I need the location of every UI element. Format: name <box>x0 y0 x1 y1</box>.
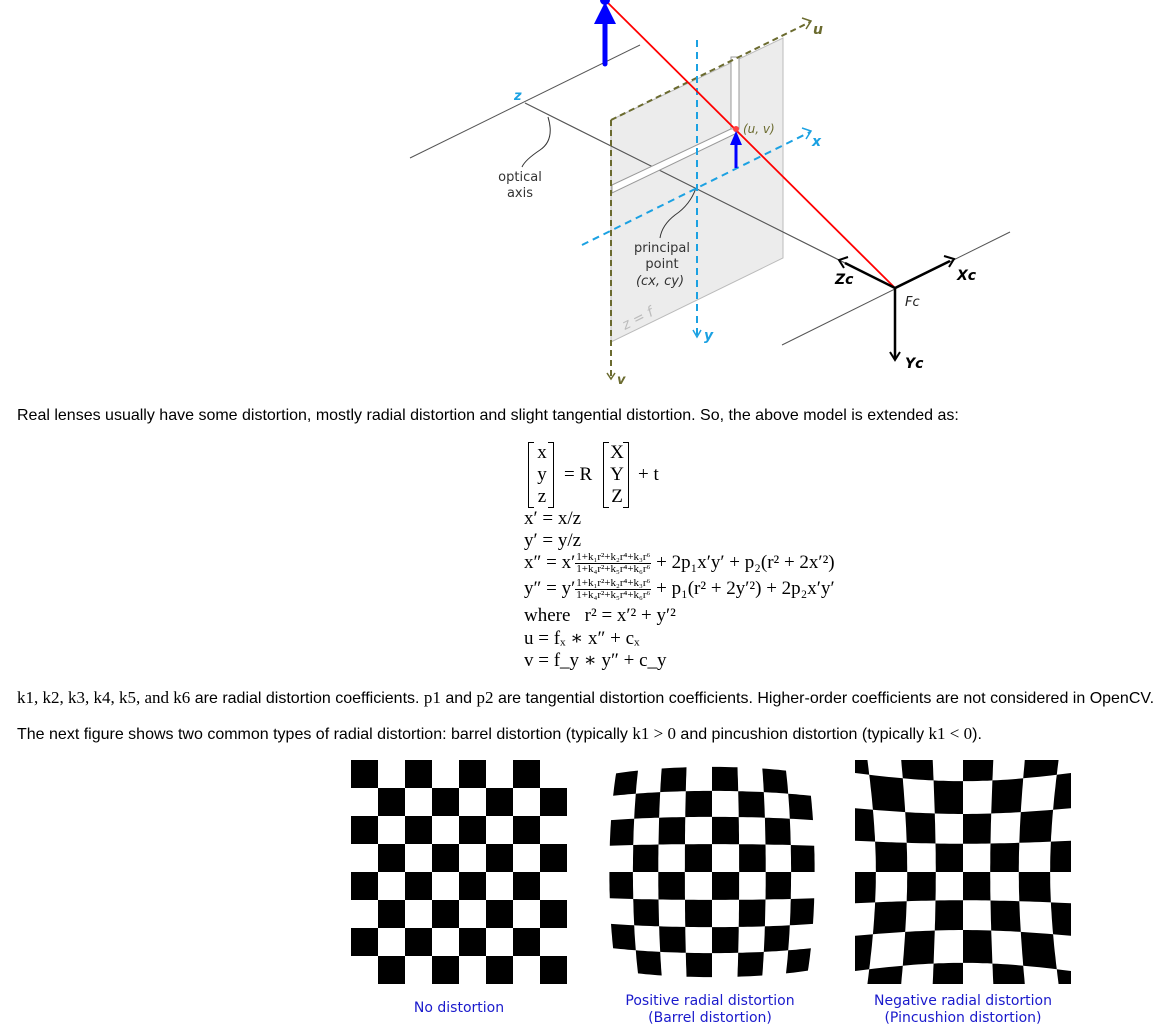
checkerboard-barrel <box>603 760 821 984</box>
label-Fc: Fc <box>905 295 920 310</box>
checker-square <box>540 956 567 984</box>
label-Xc: Xc <box>957 268 977 284</box>
label-point: point <box>645 257 679 272</box>
barrel-checker-square <box>762 769 788 794</box>
barrel-checker-square <box>611 924 636 950</box>
camera-xc-axis <box>895 261 950 288</box>
pincushion-checker-square <box>991 901 1021 932</box>
pincushion-checker-square <box>864 966 903 984</box>
barrel-checker-square <box>764 925 790 952</box>
barrel-checker-square <box>738 791 765 818</box>
barrel-checker-square <box>636 950 662 975</box>
checker-square <box>378 788 405 816</box>
pincushion-checker-square <box>963 930 992 964</box>
pincushion-checker-square <box>934 780 963 814</box>
coeff-p1: p1 <box>423 688 441 707</box>
coefficients-paragraph <box>17 688 1154 709</box>
label-v: v <box>617 373 626 388</box>
pincushion-checker-square <box>855 806 875 841</box>
eq4-denominator: 1+k₄r²+k₅r⁴+k₆r⁶ <box>576 589 651 602</box>
matrix-equation <box>528 440 668 510</box>
label-y: y <box>704 328 714 344</box>
checker-square <box>432 900 459 928</box>
checker-square <box>378 956 405 984</box>
object-arrowhead <box>594 2 616 24</box>
caption-pin-line2: (Pincushion distortion) <box>884 1010 1042 1026</box>
pincushion-checker-square <box>963 760 994 781</box>
checker-square <box>513 816 540 844</box>
next-text-2: and pincushion distortion (typically <box>675 726 929 743</box>
next-figure-paragraph <box>17 724 982 745</box>
pincushion-checker-square <box>869 775 905 812</box>
checker-square <box>432 844 459 872</box>
barrel-checker-square <box>659 817 686 844</box>
barrel-checker-square <box>686 953 712 977</box>
checker-square <box>486 900 513 928</box>
eq4-rhs: + p₁(r² + 2y′²) + 2p₂x′y′ <box>656 578 835 599</box>
label-u: u <box>813 22 823 38</box>
optical-axis-pointer <box>522 117 550 167</box>
intro-paragraph: Real lenses usually have some distortion, mostly radial distortion and slight tangential distortion. So, the above model is extended as: <box>17 407 959 424</box>
pincushion-checker-square <box>855 760 869 775</box>
eq-xdoubleprime <box>524 552 835 575</box>
matrix-lhs-y: y <box>537 464 547 485</box>
caption-no-distortion: No distortion <box>413 1000 505 1016</box>
label-plane: z = f <box>619 304 657 334</box>
checker-square <box>351 872 378 900</box>
barrel-checker-square <box>658 872 685 900</box>
pincushion-checker-square <box>903 931 935 966</box>
eq-u: u = fₓ ∗ x″ + cₓ <box>524 628 640 649</box>
hatch-vertical <box>731 57 739 129</box>
checker-square <box>486 788 513 816</box>
matrix-rhs-Y: Y <box>610 464 624 485</box>
pincushion-checker-square <box>992 964 1026 984</box>
pincushion-checker-square <box>1057 969 1071 984</box>
pincushion-checker-square <box>990 843 1019 872</box>
pincushion-checker-square <box>1050 840 1071 872</box>
eq-t: + t <box>638 464 659 485</box>
pincushion-checker-square <box>907 872 936 901</box>
caption-pin-line1: Negative radial distortion <box>873 993 1052 1009</box>
barrel-checker-square <box>739 844 766 872</box>
barrel-checker-square <box>609 872 633 899</box>
checker-square <box>405 816 432 844</box>
checker-square <box>513 872 540 900</box>
barrel-checker-square <box>659 926 686 953</box>
pincushion-checker-square <box>1019 810 1053 843</box>
eq3-fraction <box>575 552 651 575</box>
checker-square <box>459 816 486 844</box>
matrix-rhs-bracket-right <box>623 442 629 508</box>
matrix-lhs-x: x <box>537 442 547 463</box>
eq-where: where r² = x′² + y′² <box>524 605 676 626</box>
barrel-checker-square <box>786 948 811 973</box>
eq4-lhs: y″ = y′ <box>524 578 576 599</box>
barrel-checker-square <box>739 900 766 927</box>
pincushion-checker-square <box>932 963 963 984</box>
matrix-lhs-z: z <box>537 486 547 507</box>
label-axis: axis <box>506 186 534 201</box>
barrel-checker-square <box>790 898 814 925</box>
checker-square <box>459 928 486 956</box>
coeff-text-1: are radial distortion coefficients. <box>190 690 424 707</box>
eq3-rhs: + 2p₁x′y′ + p₂(r² + 2x′²) <box>656 552 835 573</box>
pincushion-checker-square <box>855 872 876 904</box>
barrel-checker-square <box>712 927 739 953</box>
barrel-checker-square <box>712 767 738 791</box>
pincushion-checker-square <box>1021 932 1057 969</box>
eq-ydoubleprime <box>524 578 835 601</box>
next-k1-negative: k1 < 0 <box>928 724 973 743</box>
u-axis-arrow <box>802 18 811 29</box>
barrel-checker-square <box>685 844 712 872</box>
barrel-checker-square <box>765 818 791 845</box>
next-text-1: The next figure shows two common types of radial distortion: barrel distortion (typically <box>17 726 633 743</box>
caption-barrel-line2: (Barrel distortion) <box>648 1010 772 1026</box>
barrel-checker-square <box>633 845 659 873</box>
checker-square <box>405 760 432 788</box>
x-axis-arrow <box>802 128 811 139</box>
label-uv: (u, v) <box>743 122 775 136</box>
pinhole-camera-diagram <box>0 0 1168 395</box>
checker-square <box>459 760 486 788</box>
eq3-lhs: x″ = x′ <box>524 552 576 573</box>
checker-square <box>540 900 567 928</box>
barrel-checker-square <box>791 845 815 872</box>
barrel-checker-square <box>634 792 660 819</box>
checker-square <box>351 760 378 788</box>
eq-yprime: y′ = y/z <box>524 530 582 551</box>
coeff-text-3: are tangential distortion coefficients. Higher-order coefficients are not considered in OpenCV. <box>493 690 1155 707</box>
pincushion-checker-square <box>899 760 933 780</box>
pincushion-checker-square <box>963 872 991 901</box>
barrel-checker-square <box>610 819 634 846</box>
eq4-fraction <box>575 578 651 601</box>
barrel-checker-square <box>685 900 712 927</box>
eq4-numerator: 1+k₁r²+k₂r⁴+k₃r⁶ <box>576 577 651 590</box>
barrel-checker-square <box>712 817 739 844</box>
checker-square <box>459 872 486 900</box>
coeff-p2: p2 <box>476 688 494 707</box>
pincushion-checker-square <box>905 812 935 843</box>
label-Yc: Yc <box>905 356 924 372</box>
label-z: z <box>514 89 522 104</box>
next-text-3: ). <box>972 726 982 743</box>
barrel-checker-square <box>685 791 712 817</box>
pincushion-checker-square <box>991 778 1023 813</box>
coeff-text-2: and <box>440 690 477 707</box>
label-Zc: Zc <box>835 272 854 288</box>
checker-square <box>405 928 432 956</box>
label-cxcy: (cx, cy) <box>635 274 685 289</box>
barrel-checker-square <box>613 771 638 796</box>
pincushion-checker-square <box>1053 770 1071 810</box>
checker-square <box>378 900 405 928</box>
checker-square <box>486 956 513 984</box>
checker-square <box>540 788 567 816</box>
label-optical: optical <box>498 170 542 185</box>
next-k1-positive: k1 > 0 <box>632 724 676 743</box>
pincushion-checker-square <box>935 900 963 930</box>
barrel-checker-square <box>633 899 659 926</box>
checker-square <box>405 872 432 900</box>
checker-square <box>513 760 540 788</box>
pincushion-checker-square <box>875 842 907 872</box>
checker-square <box>540 844 567 872</box>
barrel-checker-square <box>788 794 813 820</box>
checker-square <box>351 816 378 844</box>
label-x: x <box>812 134 822 150</box>
pincushion-checker-square <box>963 814 991 844</box>
checker-square <box>486 844 513 872</box>
eq-R: = R <box>564 464 593 485</box>
caption-pincushion <box>843 993 1083 1027</box>
caption-barrel-line1: Positive radial distortion <box>625 993 795 1009</box>
checker-square <box>513 928 540 956</box>
checker-square <box>378 844 405 872</box>
checker-square <box>432 788 459 816</box>
coeff-k-list: k1, k2, k3, k4, k5, and k6 <box>17 688 191 707</box>
checkerboard-no-distortion <box>351 760 567 984</box>
matrix-rhs-X: X <box>610 442 624 463</box>
checker-square <box>351 928 378 956</box>
eq3-numerator: 1+k₁r²+k₂r⁴+k₃r⁶ <box>576 551 651 564</box>
pincushion-checker-square <box>1019 872 1051 902</box>
eq3-denominator: 1+k₄r²+k₅r⁴+k₆r⁶ <box>576 563 651 576</box>
checker-square <box>432 956 459 984</box>
barrel-checker-square <box>766 872 792 900</box>
matrix-lhs-bracket-right <box>548 442 554 508</box>
barrel-checker-square <box>738 952 764 977</box>
pincushion-checker-square <box>873 901 907 934</box>
pincushion-checker-square <box>855 934 873 974</box>
checkerboard-pincushion <box>855 760 1071 984</box>
caption-barrel <box>590 993 830 1027</box>
eq-xprime: x′ = x/z <box>524 508 582 529</box>
eq-v: v = f_y ∗ y″ + c_y <box>524 650 667 671</box>
label-principal: principal <box>633 241 691 256</box>
pincushion-checker-square <box>1023 760 1062 778</box>
pincushion-checker-square <box>1051 902 1071 937</box>
barrel-checker-square <box>712 872 739 900</box>
pincushion-checker-square <box>936 844 964 873</box>
barrel-checker-square <box>660 767 686 792</box>
matrix-rhs-Z: Z <box>611 486 623 507</box>
